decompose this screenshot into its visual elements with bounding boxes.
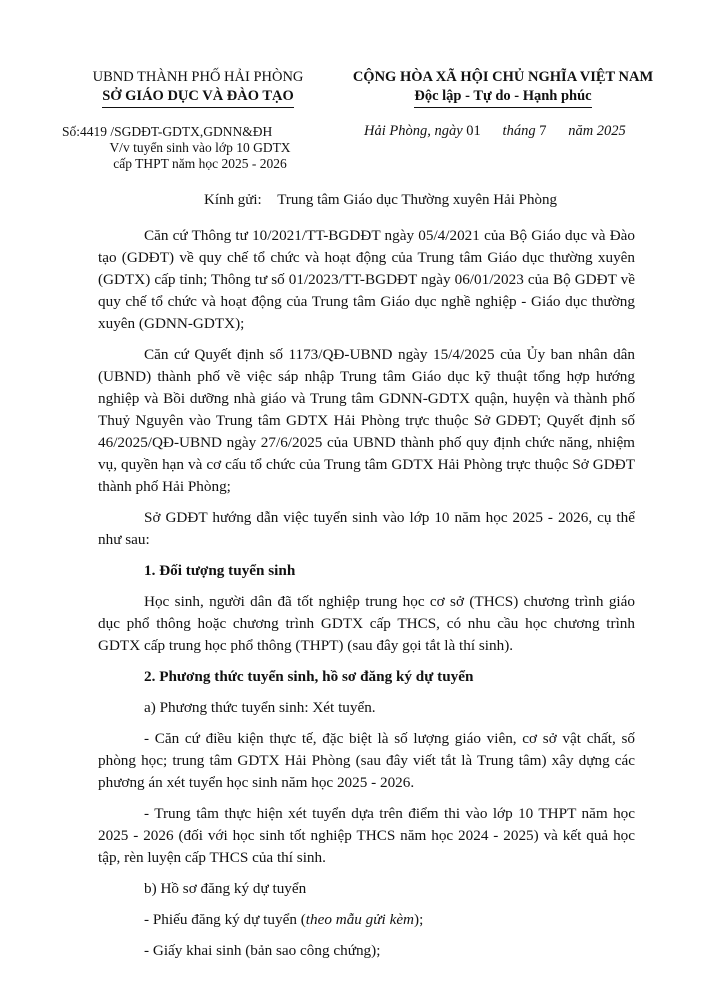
document-date xyxy=(364,123,626,140)
national-motto xyxy=(338,68,668,108)
paragraph-dossier-item-2: - Giấy khai sinh (bản sao công chứng); xyxy=(144,942,381,959)
date-place: Hải Phòng, ngày xyxy=(364,123,463,139)
paragraph-eligibility: Học sinh, người dân đã tốt nghiệp trung học cơ sở (THCS) chương trình giáo dục phổ thông hoặc chương trình GDTX cấp THCS, có nhu cầu học chương trình GDTX cấp trung học phổ thông (THPT) (sau đây gọi tắt là thí sinh). xyxy=(98,593,635,654)
dossier-item-1-suffix: ); xyxy=(414,911,424,928)
org-line-2: SỞ GIÁO DỤC VÀ ĐÀO TẠO xyxy=(102,87,294,108)
date-month-label: tháng xyxy=(502,123,536,139)
nation-line-1: CỘNG HÒA XÃ HỘI CHỦ NGHĨA VIỆT NAM xyxy=(352,69,654,85)
date-month: 7 xyxy=(539,123,547,139)
paragraph-method-detail-1: - Căn cứ điều kiện thực tế, đặc biệt là số lượng giáo viên, cơ sở vật chất, số phòng học; trung tâm GDTX Hải Phòng (sau đây viết tắt là Trung tâm) xây dựng các phương án xét tuyển học sinh năm học 2025 - 2026. xyxy=(98,730,635,791)
date-year: năm 2025 xyxy=(568,123,626,139)
paragraph-legal-basis-1: Căn cứ Thông tư 10/2021/TT-BGDĐT ngày 05/4/2021 của Bộ Giáo dục và Đào tạo (GDĐT) về quy chế tổ chức và hoạt động của Trung tâm Giáo dục thường xuyên (GDTX) cấp tỉnh; Thông tư số 01/2023/TT-BGDĐT ngày 06/01/2023 của Bộ GDĐT về quy chế tổ chức và hoạt động của Trung tâm Giáo dục nghề nghiệp - Giáo dục thường xuyên (GDNN-GDTX); xyxy=(98,227,635,332)
subject-line-2: cấp THPT năm học 2025 - 2026 xyxy=(113,156,287,171)
recipient xyxy=(204,192,557,209)
paragraph-dossier-item-1 xyxy=(98,909,635,931)
org-line-1: UBND THÀNH PHỐ HẢI PHÒNG xyxy=(92,69,304,85)
section-heading-2: 2. Phương thức tuyển sinh, hồ sơ đăng ký dự tuyển xyxy=(144,668,474,685)
date-day: 01 xyxy=(466,123,481,139)
document-subject xyxy=(80,140,320,172)
section-heading-1: 1. Đối tượng tuyển sinh xyxy=(144,562,296,579)
document-body xyxy=(98,225,635,971)
issuing-organization xyxy=(78,68,318,108)
dossier-item-1-italic: theo mẫu gửi kèm xyxy=(305,911,415,928)
paragraph-method-detail-2: - Trung tâm thực hiện xét tuyển dựa trên điểm thi vào lớp 10 THPT năm học 2025 - 2026 (đối với học sinh tốt nghiệp THCS năm học 2024 - 2025) và kết quả học tập, rèn luyện cấp THCS của thí sinh. xyxy=(98,805,635,866)
nation-line-2: Độc lập - Tự do - Hạnh phúc xyxy=(414,87,591,108)
recipient-name: Trung tâm Giáo dục Thường xuyên Hải Phòng xyxy=(277,192,558,208)
paragraph-intro: Sở GDĐT hướng dẫn việc tuyển sinh vào lớp 10 năm học 2025 - 2026, cụ thể như sau: xyxy=(98,509,635,548)
dossier-item-1-prefix: - Phiếu đăng ký dự tuyển ( xyxy=(144,911,306,928)
paragraph-method: a) Phương thức tuyển sinh: Xét tuyển. xyxy=(144,699,376,716)
recipient-label: Kính gửi: xyxy=(204,192,262,208)
subject-line-1: V/v tuyển sinh vào lớp 10 GDTX xyxy=(109,140,291,155)
document-number: Số:4419 /SGDĐT-GDTX,GDNN&ĐH xyxy=(62,124,273,139)
paragraph-dossier-heading: b) Hồ sơ đăng ký dự tuyển xyxy=(144,880,307,897)
paragraph-legal-basis-2: Căn cứ Quyết định số 1173/QĐ-UBND ngày 15/4/2025 của Ủy ban nhân dân (UBND) thành phố về việc sáp nhập Trung tâm Giáo dục kỹ thuật tổng hợp hướng nghiệp và Bồi dưỡng nhà giáo và Trung tâm GDNN-GDTX quận, huyện và thành phố Thuỷ Nguyên vào Trung tâm GDTX Hải Phòng trực thuộc Sở GDĐT; Quyết định số 46/2025/QĐ-UBND ngày 27/6/2025 của UBND thành phố quy định chức năng, nhiệm vụ, quyền hạn và cơ cấu tổ chức của Trung tâm GDTX Hải Phòng trực thuộc Sở GDĐT thành phố Hải Phòng; xyxy=(98,346,635,495)
